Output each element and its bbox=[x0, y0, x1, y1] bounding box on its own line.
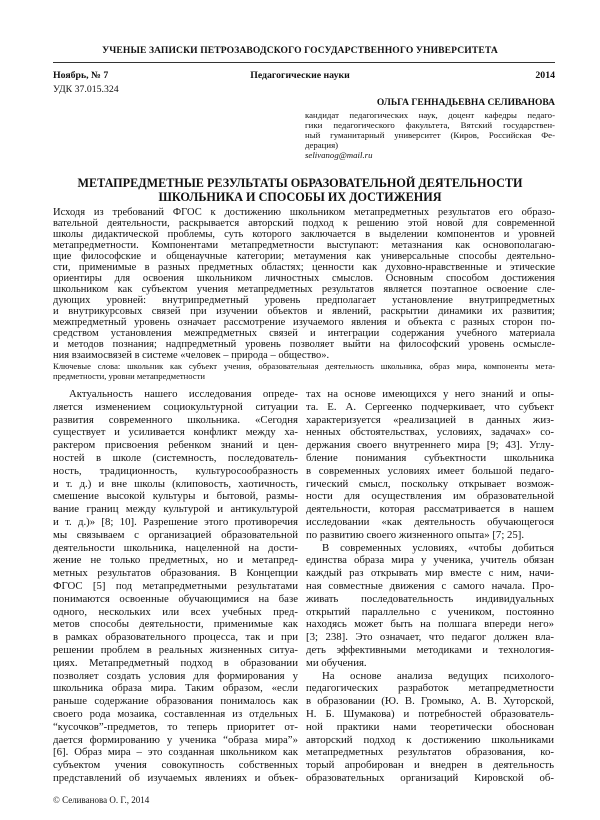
text-line: по развитию своего жизненного опыта» [7; 25]. bbox=[306, 528, 525, 541]
abstract-line: ориентиры для освоения школьником личностных смыслов. Основным способом достижения bbox=[53, 273, 555, 284]
text-line: дается формированию у ученика “образа мира”» bbox=[53, 733, 298, 746]
abstract-line: Исходя из требований ФГОС к достижению школьником метапредметных результатов его образо- bbox=[53, 207, 555, 218]
text-line: понимаются освоенные обучающимися на базе bbox=[53, 592, 298, 605]
text-line: ной практики нами теоретически обоснован bbox=[306, 720, 554, 733]
text-line: существует и усиливается конфликт между ха- bbox=[53, 426, 298, 439]
text-line: открытий параллельно с учеником, постоянно bbox=[306, 605, 554, 618]
text-line: каждый раз открывать мир вместе с ним, начи- bbox=[306, 567, 554, 580]
text-line: решении проблем в реальных жизненных ситуа- bbox=[53, 643, 298, 656]
year-label: 2014 bbox=[535, 70, 555, 81]
text-line: жение не только предметных, но и метапред- bbox=[53, 554, 298, 567]
text-line: авторский подход к достижению школьниками bbox=[306, 733, 554, 746]
abstract-line: средством установления межпредметных связей и интеграции содержания учебного материала bbox=[53, 328, 555, 339]
text-line: раньше содержание образования понималось как bbox=[53, 695, 298, 708]
text-line: [3; 238]. Это означает, что педагог должен вла- bbox=[306, 631, 554, 644]
text-line: метапредметных результатов образования, ко- bbox=[306, 746, 554, 759]
text-line: та. Е. А. Сергеенко подчеркивает, что субъект bbox=[306, 400, 554, 413]
text-line: бление понимания субъектности школьника bbox=[306, 451, 554, 464]
text-line: единства образа мира у ученика, учитель обязан bbox=[306, 554, 554, 567]
section-label: Педагогические науки bbox=[250, 70, 350, 81]
abstract-line: дующих уровней: внутрипредметный уровень предполагает установление внутрипредметных bbox=[53, 295, 555, 306]
text-line: ность, традиционность, культуросообразность bbox=[53, 464, 298, 477]
text-line: метных результатов образования. В Концепции bbox=[53, 567, 298, 580]
text-line: тах на основе имеющихся у него знаний и опы- bbox=[306, 388, 554, 400]
text-line: “кусочков”-предметов, то теперь приоритет от- bbox=[53, 720, 298, 733]
text-line: ная совместные движения с самого начала. Про- bbox=[306, 579, 554, 592]
title-line: МЕТАПРЕДМЕТНЫЕ РЕЗУЛЬТАТЫ ОБРАЗОВАТЕЛЬНОЙ ДЕЯТЕЛЬНОСТИ bbox=[77, 176, 523, 190]
text-line: живать последовательность индивидуальных bbox=[306, 592, 554, 605]
journal-title: УЧЕНЫЕ ЗАПИСКИ ПЕТРОЗАВОДСКОГО ГОСУДАРСТВЕННОГО УНИВЕРСИТЕТА bbox=[102, 45, 498, 56]
abstract-line: сти, применимые в разных предметных областях; ценности как духовно-нравственные и этические bbox=[53, 262, 555, 273]
affiliation-line: гики педагогического факультета, Вятский государствен- bbox=[305, 120, 555, 130]
text-line: находясь может быть на полшага впереди него» bbox=[306, 618, 554, 631]
udk-code: УДК 37.015.324 bbox=[53, 84, 119, 95]
abstract-line: ния взаимосвязей в системе «человек – природа – общество». bbox=[53, 350, 330, 361]
text-line: Актуальность нашего исследования опреде- bbox=[69, 388, 298, 400]
paragraph bbox=[306, 388, 554, 542]
text-line: [6]. Образ мира – это созданная школьником как bbox=[53, 746, 298, 759]
paragraph bbox=[306, 542, 554, 670]
abstract-line: межпредметный уровень означает рассмотрение изучаемого явления и объекта с разных сторон по- bbox=[53, 317, 555, 328]
abstract-line: и методов познания; надпредметный уровень позволяет выйти на философский уровень осмысле- bbox=[53, 339, 555, 350]
abstract bbox=[53, 207, 555, 361]
text-line: характеризуется «реализацией в данных жиз- bbox=[306, 413, 554, 426]
text-line: в образовании (Ю. В. Громыко, А. В. Хуторской, bbox=[306, 695, 554, 708]
text-line: ненных обстоятельствах, условиях, задачах» со- bbox=[306, 426, 554, 439]
text-line: деть эффективными методиками и технология- bbox=[306, 643, 554, 656]
keywords-line: предметности, уровни метапредметности bbox=[53, 370, 205, 381]
affiliation-line: ный гуманитарный университет (Киров, Российская Фе- bbox=[305, 130, 555, 140]
text-line: смешение высокой культуры и бытовой, размы- bbox=[53, 490, 298, 503]
header-rule bbox=[53, 62, 555, 63]
text-line: школьника образа мира. Таким образом, «если bbox=[53, 682, 298, 695]
author-email[interactable]: selivanog@mail.ru bbox=[305, 150, 373, 160]
text-line: ФГОС [5] под метапредметными результатами bbox=[53, 579, 298, 592]
text-line: представлений об изучаемых явлениях и объек- bbox=[53, 771, 298, 784]
copyright-notice: © Селиванова О. Г., 2014 bbox=[53, 795, 150, 805]
paragraph bbox=[306, 670, 554, 785]
text-line: держания своего внутреннего мира [9; 43]. Углу- bbox=[306, 439, 554, 452]
body-column-right bbox=[306, 388, 554, 785]
abstract-line: щие философские и общенаучные категории; метаумения как универсальные способы деятельно- bbox=[53, 251, 555, 262]
abstract-line: школы дидактической проблемы, суть которого заключается в выделении компонентов и уровней bbox=[53, 229, 555, 240]
text-line: и т. д.) и вне школы (клиповость, хаотичность, bbox=[53, 477, 298, 490]
text-line: гический смысл, поскольку открывает возмож- bbox=[306, 477, 554, 490]
text-line: в рамках образовательного процесса, так и при bbox=[53, 631, 298, 644]
text-line: деятельности школьника, нацеленной на дости- bbox=[53, 541, 298, 554]
text-line: ности для осуществления им образовательной bbox=[306, 490, 554, 503]
text-line: педагогических разработок метапредметности bbox=[306, 682, 554, 695]
title-line: ШКОЛЬНИКА И СПОСОБЫ ИХ ДОСТИЖЕНИЯ bbox=[158, 190, 442, 204]
text-line: образовательных организаций Кировской об- bbox=[306, 771, 554, 784]
text-line: мы связываем с организацией образовательной bbox=[53, 528, 298, 541]
text-line: и т. д.)» [8; 10]. Разрешение этого противоречия bbox=[53, 515, 298, 528]
affiliation-line: кандидат педагогических наук, доцент кафедры педаго- bbox=[305, 110, 555, 120]
abstract-line: школьником как субъектом учения метапредметных результатов является поэтапное освоение сле- bbox=[53, 284, 555, 295]
text-line: ностей в школе (системность, последователь- bbox=[53, 451, 298, 464]
text-line: развития современного школьника. «Сегодня bbox=[53, 413, 298, 426]
text-line: ми обучения. bbox=[306, 656, 367, 669]
text-line: метов способы деятельности, применимые как bbox=[53, 618, 298, 631]
text-line: циях. Метапредметный подход в образовании bbox=[53, 656, 298, 669]
issue-label: Ноябрь, № 7 bbox=[53, 70, 109, 81]
abstract-line: вательной деятельности, раскрывается авторский подход к решению этой новой для современной bbox=[53, 218, 555, 229]
article-title bbox=[0, 176, 600, 204]
text-line: ляется изменением социокультурной ситуации bbox=[53, 400, 298, 413]
text-line: одного, нескольких или всех учебных пред- bbox=[53, 605, 298, 618]
abstract-line: метапредметности. Компонентами метапредметности выступают: метазнания как основополагаю- bbox=[53, 240, 555, 251]
text-line: своего рода мозаика, составленная из отдельных bbox=[53, 707, 298, 720]
body-column-left bbox=[53, 388, 298, 785]
abstract-line: и внутрикурсовых связей при изучении объектов и явлений, раскрытии динамики их развития; bbox=[53, 306, 555, 317]
text-line: позволяет создать условия для формирования у bbox=[53, 669, 298, 682]
affiliation-line: дерация) bbox=[305, 140, 339, 150]
text-line: исследовании «как деятельность обучающегося bbox=[306, 515, 554, 528]
text-line: В современных условиях, «чтобы добиться bbox=[322, 541, 554, 554]
text-line: На основе анализа ведущих психолого- bbox=[322, 669, 554, 682]
paragraph bbox=[53, 388, 298, 785]
text-line: Н. Б. Шумакова) и потребностей образователь- bbox=[306, 707, 554, 720]
text-line: торый апробирован и внедрен в деятельность bbox=[306, 759, 554, 772]
text-line: рактером присвоения ребенком знаний и цен- bbox=[53, 439, 298, 452]
text-line: деятельности, которая рассматривается в нашем bbox=[306, 503, 554, 516]
keywords bbox=[53, 362, 555, 381]
text-line: субъектом учения совокупность собственных bbox=[53, 759, 298, 772]
keywords-line: Ключевые слова: школьник как субъект учения, образовательная деятельность школьника, образ мира, компоненты мета- bbox=[53, 361, 555, 371]
author-name: ОЛЬГА ГЕННАДЬЕВНА СЕЛИВАНОВА bbox=[376, 98, 555, 108]
text-line: вание границ между культурой и антикультурой bbox=[53, 503, 298, 516]
text-line: в современных условиях имеет большой педаго- bbox=[306, 464, 554, 477]
author-affiliation bbox=[305, 110, 555, 160]
